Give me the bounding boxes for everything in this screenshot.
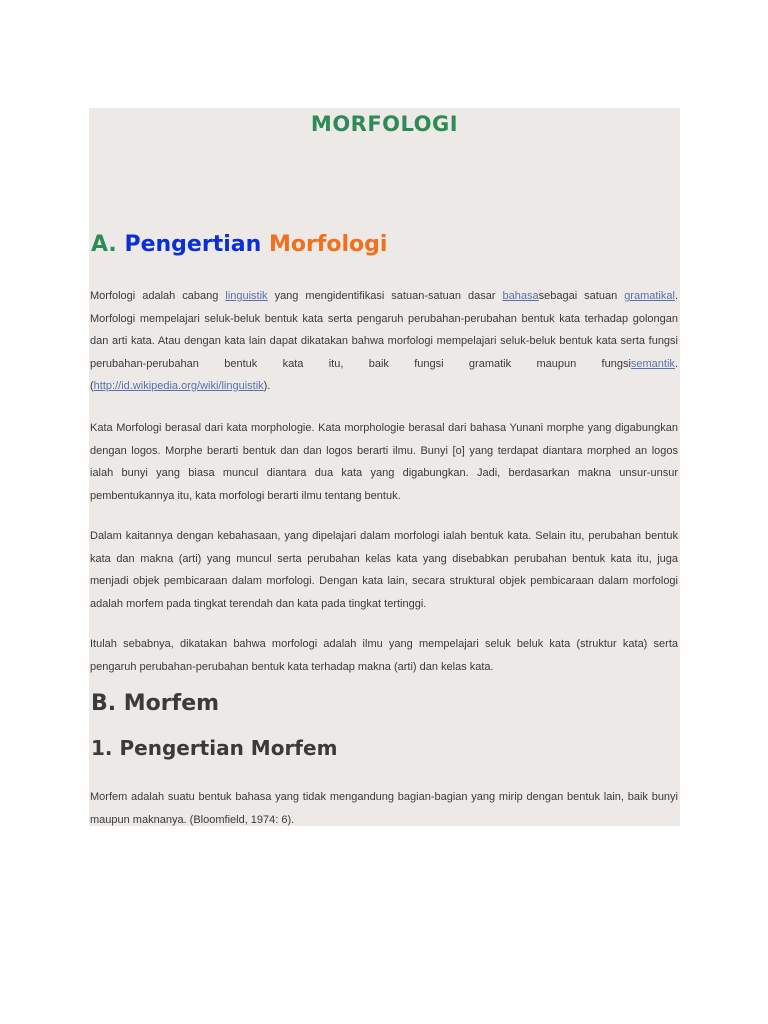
p1-text-5: . ( <box>90 357 678 392</box>
paragraph-etymology: Kata Morfologi berasal dari kata morphologie. Kata morphologie berasal dari bahasa Yunani morphe yang digabungkan dengan logos. Morphe berarti bentuk dan dan logos berarti ilmu. Bunyi [o] yang terdapat diantara morphed an logos ialah bunyi yang biasa muncul diantara dua kata yang digabungkan. Jadi, berdasarkan makna unsur-unsur pembentukannya itu, kata morfologi berarti ilmu tentang bentuk. <box>90 422 678 502</box>
link-wikipedia-url[interactable]: http://id.wikipedia.org/wiki/linguistik <box>93 380 264 392</box>
p1-text-1: Morfologi adalah cabang <box>90 290 226 302</box>
p1-text-2: yang mengidentifikasi satuan-satuan dasar <box>267 290 503 302</box>
link-linguistik[interactable]: linguistik <box>225 290 268 302</box>
link-semantik[interactable]: semantik <box>630 357 675 370</box>
section-a-heading <box>91 232 387 257</box>
page-title: MORFOLOGI <box>310 112 459 136</box>
document-panel <box>89 108 680 826</box>
paragraph-definition <box>90 285 678 398</box>
p1-text-3: sebagai satuan <box>538 290 625 302</box>
paragraph-conclusion: Itulah sebabnya, dikatakan bahwa morfologi adalah ilmu yang mempelajari seluk beluk kata (struktur kata) serta pengaruh perubahan-perubahan bentuk kata terhadap makna (arti) dan kelas kata. <box>90 638 678 673</box>
section-a-word-pengertian: Pengertian <box>124 232 262 257</box>
link-bahasa[interactable]: bahasa <box>502 290 539 302</box>
link-gramatikal[interactable]: gramatikal <box>624 290 675 302</box>
section-b-heading: B. Morfem <box>91 691 220 716</box>
p1-text-4: . Morfologi mempelajari seluk-beluk bentuk kata serta pengaruh perubahan-perubahan bentuk kata terhadap golongan dan arti kata. Atau dengan kata lain dapat dikatakan bahwa morfologi mempelajari seluk-beluk bentuk kata serta fungsi perubahan-perubahan bentuk kata itu, baik fungsi gramatik maupun fungsi <box>90 290 678 370</box>
section-a-letter: A. <box>91 232 117 257</box>
paragraph-morfem-definition: Morfem adalah suatu bentuk bahasa yang tidak mengandung bagian-bagian yang mirip dengan bentuk lain, baik bunyi maupun maknanya. (Bloomfield, 1974: 6). <box>90 791 678 826</box>
p1-text-6: ). <box>263 380 271 392</box>
section-a-word-morfologi: Morfologi <box>268 232 388 257</box>
section-b1-heading: 1. Pengertian Morfem <box>91 736 338 760</box>
paragraph-scope: Dalam kaitannya dengan kebahasaan, yang dipelajari dalam morfologi ialah bentuk kata. Selain itu, perubahan bentuk kata dan makna (arti) yang muncul serta perubahan kelas kata yang disebabkan perubahan bentuk kata itu, juga menjadi objek pembicaraan dalam morfologi. Dengan kata lain, secara struktural objek pembicaraan dalam morfologi adalah morfem pada tingkat terendah dan kata pada tingkat tertinggi. <box>90 530 678 610</box>
